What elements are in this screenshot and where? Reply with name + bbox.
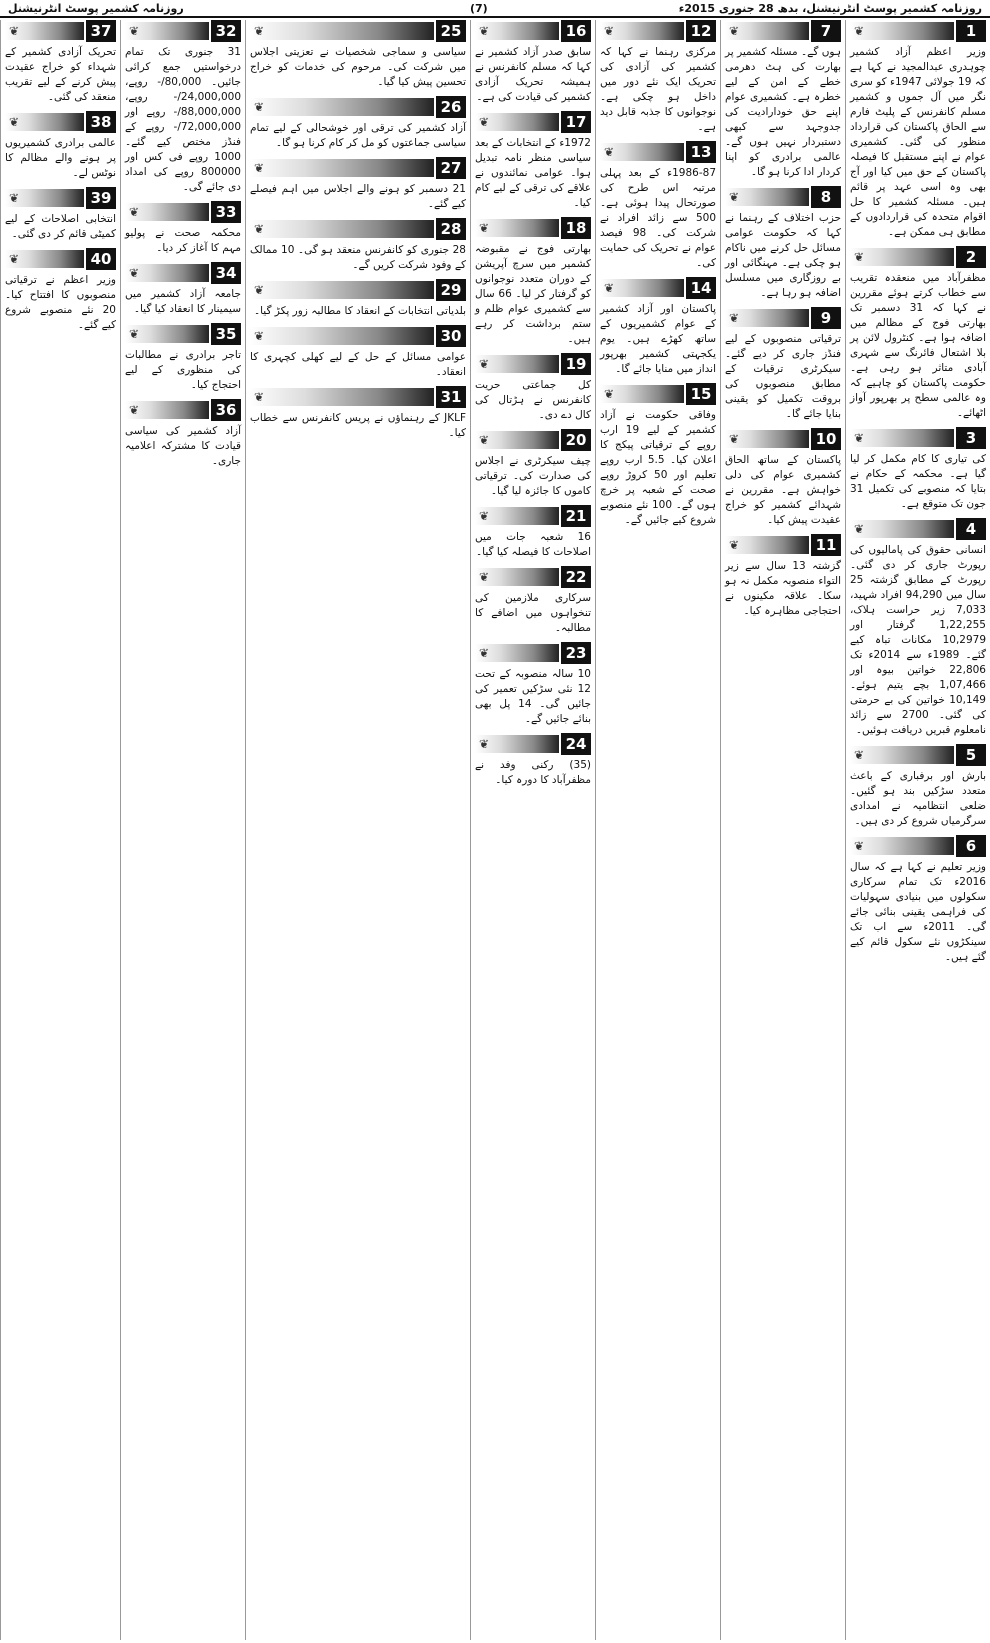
leaf-icon: ❦: [854, 748, 865, 762]
item-header: [125, 399, 241, 421]
item-header: [475, 733, 591, 755]
news-item: [250, 279, 466, 319]
item-header-bar: [850, 429, 954, 447]
leaf-icon: ❦: [729, 311, 740, 325]
news-item: [125, 323, 241, 393]
item-header-bar: [5, 189, 84, 207]
item-header-bar: [475, 355, 559, 373]
news-item: [250, 20, 466, 90]
leaf-icon: ❦: [9, 191, 20, 205]
item-header-bar: [5, 113, 84, 131]
news-item: [5, 111, 116, 181]
item-number-badge: 28: [436, 218, 466, 240]
item-body-text: انسانی حقوق کی پامالیوں کی رپورٹ جاری کر دی گئی۔ رپورٹ کے مطابق گزشتہ 25 سال میں 94,290 افراد شہید، 7,033 زیر حراست ہلاک، 1,22,255 گرفتار اور 10,2979 مکانات تباہ کیے گئے۔ 1989ء سے 2014ء تک 22,806 خواتین بیوہ اور 1,07,466 بچے یتیم ہوئے۔ 10,149 خواتین کی بے حرمتی کی گئی۔ 2700 سے زائد نامعلوم قبریں دریافت ہوئیں۔: [850, 544, 986, 736]
leaf-icon: ❦: [854, 24, 865, 38]
item-header: [850, 246, 986, 268]
news-item: [125, 20, 241, 195]
leaf-icon: ❦: [254, 24, 265, 38]
item-number-badge: 14: [686, 277, 716, 299]
item-header: [725, 307, 841, 329]
news-item: [850, 20, 986, 240]
leaf-icon: ❦: [604, 281, 615, 295]
item-body-text: مرکزی رہنما نے کہا کہ کشمیر کی آزادی کی تحریک ایک نئے دور میں داخل ہو چکی ہے۔ نوجوانوں کا جذبہ قابل دید ہے۔: [600, 46, 716, 133]
item-number-badge: 18: [561, 217, 591, 239]
item-header-bar: [250, 281, 434, 299]
item-number-badge: 15: [686, 383, 716, 405]
item-header: [250, 325, 466, 347]
news-item: [725, 534, 841, 619]
item-body-text: تحریک آزادی کشمیر کے شہداء کو خراج عقیدت پیش کرنے کے لیے تقریب منعقد کی گئی۔: [5, 46, 116, 103]
item-header-bar: [250, 22, 434, 40]
item-header: [475, 429, 591, 451]
item-number-badge: 25: [436, 20, 466, 42]
item-number-badge: 34: [211, 262, 241, 284]
item-body-text: 1986-87ء کے بعد پہلی مرتبہ اس طرح کی صورتحال پیدا ہوئی ہے۔ 500 سے زائد افراد نے شرکت کی۔ 98 فیصد عوام نے تحریک کی حمایت کی۔: [600, 167, 716, 269]
item-number-badge: 10: [811, 428, 841, 450]
news-item: [600, 383, 716, 528]
item-header: [250, 96, 466, 118]
item-header-bar: [475, 431, 559, 449]
news-item: [475, 733, 591, 788]
item-number-badge: 11: [811, 534, 841, 556]
item-body-text: وفاقی حکومت نے آزاد کشمیر کے لیے 19 ارب روپے کے ترقیاتی پیکج کا اعلان کیا۔ 5.5 ارب روپے تعلیم اور 50 کروڑ روپے صحت کے شعبہ پر خرچ ہوں گے۔ 100 نئے منصوبے شروع کیے جائیں گے۔: [600, 409, 717, 526]
item-body-text: عوامی مسائل کے حل کے لیے کھلی کچہری کا انعقاد۔: [250, 351, 466, 378]
item-header: [600, 277, 716, 299]
item-header-bar: [725, 22, 809, 40]
news-item: [5, 187, 116, 242]
item-number-badge: 5: [956, 744, 986, 766]
item-body-text: سرکاری ملازمین کی تنخواہوں میں اضافے کا مطالبہ۔: [475, 592, 591, 634]
item-number-badge: 39: [86, 187, 116, 209]
item-header: [475, 217, 591, 239]
item-body-text: سابق صدر آزاد کشمیر نے کہا کہ مسلم کانفرنس نے ہمیشہ تحریک آزادی کشمیر کی قیادت کی ہے۔: [475, 46, 591, 103]
leaf-icon: ❦: [479, 24, 490, 38]
item-number-badge: 33: [211, 201, 241, 223]
leaf-icon: ❦: [729, 24, 740, 38]
column-6: [120, 20, 245, 1640]
item-header: [725, 20, 841, 42]
news-item: [725, 307, 841, 422]
item-body-text: JKLF کے رہنماؤں نے پریس کانفرنس سے خطاب کیا۔: [250, 412, 466, 439]
news-item: [475, 642, 591, 727]
leaf-icon: ❦: [854, 250, 865, 264]
leaf-icon: ❦: [254, 222, 265, 236]
leaf-icon: ❦: [129, 266, 140, 280]
leaf-icon: ❦: [9, 24, 20, 38]
item-body-text: پاکستان کے ساتھ الحاق کشمیری عوام کی دلی خواہش ہے۔ مقررین نے شہدائے کشمیر کو خراج عقیدت پیش کیا۔: [725, 454, 841, 526]
item-number-badge: 29: [436, 279, 466, 301]
leaf-icon: ❦: [129, 327, 140, 341]
news-item: [250, 325, 466, 380]
item-body-text: بلدیاتی انتخابات کے انعقاد کا مطالبہ زور پکڑ گیا۔: [253, 305, 466, 317]
item-number-badge: 7: [811, 20, 841, 42]
item-header-bar: [850, 520, 954, 538]
item-header: [850, 518, 986, 540]
item-header-bar: [725, 430, 809, 448]
item-number-badge: 24: [561, 733, 591, 755]
item-header-bar: [250, 388, 434, 406]
leaf-icon: ❦: [729, 538, 740, 552]
item-header: [250, 279, 466, 301]
leaf-icon: ❦: [604, 387, 615, 401]
item-header-bar: [725, 536, 809, 554]
item-body-text: کل جماعتی حریت کانفرنس نے ہڑتال کی کال دے دی۔: [475, 379, 591, 421]
item-body-text: ہوں گے۔ مسئلہ کشمیر پر بھارت کی ہٹ دھرمی خطے کے امن کے لیے خطرہ ہے۔ کشمیری عوام اپنے حق خودارادیت کی جدوجہد سے کبھی دستبردار نہیں ہوں گے۔ عالمی برادری کو اپنا کردار ادا کرنا ہو گا۔: [725, 46, 841, 178]
leaf-icon: ❦: [9, 252, 20, 266]
news-item: [600, 20, 716, 135]
news-item: [475, 217, 591, 347]
leaf-icon: ❦: [479, 357, 490, 371]
item-number-badge: 40: [86, 248, 116, 270]
item-header: [250, 157, 466, 179]
item-number-badge: 3: [956, 427, 986, 449]
item-body-text: کی تیاری کا کام مکمل کر لیا گیا ہے۔ محکمہ کے حکام نے بتایا کہ منصوبے کی تکمیل 31 جون تک متوقع ہے۔: [850, 453, 986, 510]
leaf-icon: ❦: [479, 221, 490, 235]
item-header-bar: [125, 264, 209, 282]
item-header-bar: [475, 644, 559, 662]
leaf-icon: ❦: [479, 115, 490, 129]
item-header-bar: [600, 385, 684, 403]
item-header: [125, 201, 241, 223]
item-number-badge: 38: [86, 111, 116, 133]
item-header-bar: [725, 309, 809, 327]
item-number-badge: 2: [956, 246, 986, 268]
item-number-badge: 8: [811, 186, 841, 208]
item-header-bar: [475, 22, 559, 40]
item-body-text: 21 دسمبر کو ہونے والے اجلاس میں اہم فیصلے کیے گئے۔: [250, 183, 466, 210]
item-header: [5, 187, 116, 209]
item-header: [5, 111, 116, 133]
item-body-text: تاجر برادری نے مطالبات کی منظوری کے لیے احتجاج کیا۔: [125, 349, 241, 391]
news-item: [725, 186, 841, 301]
item-number-badge: 21: [561, 505, 591, 527]
item-header: [250, 218, 466, 240]
masthead-date: روزنامہ کشمیر پوسٹ انٹرنیشنل، بدھ 28 جنوری 2015ء: [678, 2, 982, 15]
item-header: [250, 386, 466, 408]
news-item: [5, 20, 116, 105]
item-header-bar: [725, 188, 809, 206]
news-item: [475, 566, 591, 636]
news-item: [600, 141, 716, 271]
item-number-badge: 31: [436, 386, 466, 408]
leaf-icon: ❦: [129, 403, 140, 417]
item-body-text: 10 سالہ منصوبہ کے تحت 12 نئی سڑکیں تعمیر کی جائیں گی۔ 14 پل بھی بنائے جائیں گے۔: [475, 668, 591, 725]
item-header-bar: [475, 735, 559, 753]
item-body-text: گزشتہ 13 سال سے زیر التواء منصوبہ مکمل نہ ہو سکا۔ علاقہ مکینوں نے احتجاجی مظاہرہ کیا۔: [725, 560, 841, 617]
item-number-badge: 22: [561, 566, 591, 588]
news-item: [725, 428, 841, 528]
item-header-bar: [475, 113, 559, 131]
leaf-icon: ❦: [854, 839, 865, 853]
leaf-icon: ❦: [129, 24, 140, 38]
leaf-icon: ❦: [479, 737, 490, 751]
news-item: [850, 518, 986, 738]
item-body-text: بھارتی فوج نے مقبوضہ کشمیر میں سرچ آپریشن کے دوران متعدد نوجوانوں کو گرفتار کر لیا۔ 66 سال سے کشمیری عوام ظلم و ستم برداشت کر رہے ہیں۔: [475, 243, 591, 345]
column-1: [845, 20, 990, 1640]
item-header-bar: [850, 248, 954, 266]
item-header-bar: [125, 325, 209, 343]
news-item: [475, 111, 591, 211]
column-3: [595, 20, 720, 1640]
item-body-text: 16 شعبہ جات میں اصلاحات کا فیصلہ کیا گیا۔: [475, 531, 591, 558]
column-4: [470, 20, 595, 1640]
item-header: [5, 248, 116, 270]
news-item: [475, 505, 591, 560]
masthead-left-title: روزنامہ کشمیر پوسٹ انٹرنیشنل: [8, 2, 184, 15]
news-item: [475, 353, 591, 423]
item-header-bar: [250, 327, 434, 345]
item-header: [600, 383, 716, 405]
item-number-badge: 1: [956, 20, 986, 42]
item-number-badge: 20: [561, 429, 591, 451]
news-item: [125, 201, 241, 256]
item-header: [850, 20, 986, 42]
item-header-bar: [125, 203, 209, 221]
item-header: [600, 20, 716, 42]
leaf-icon: ❦: [479, 570, 490, 584]
item-header: [250, 20, 466, 42]
item-header: [125, 262, 241, 284]
leaf-icon: ❦: [854, 522, 865, 536]
item-header: [475, 111, 591, 133]
leaf-icon: ❦: [729, 432, 740, 446]
leaf-icon: ❦: [604, 24, 615, 38]
item-body-text: آزاد کشمیر کی سیاسی قیادت کا مشترکہ اعلامیہ جاری۔: [125, 425, 241, 467]
news-item: [850, 427, 986, 512]
item-header: [475, 505, 591, 527]
item-body-text: 31 جنوری تک تمام درخواستیں جمع کرائی جائیں۔ 80,000/- روپے، 24,000,000/- روپے، 88,000,000/- روپے اور 72,000,000/- روپے کے فنڈز مختص کیے گئے۔ 1000 روپے فی کس اور 800000 روپے کی امداد دی جائے گی۔: [125, 46, 241, 193]
item-header: [725, 534, 841, 556]
news-item: [250, 218, 466, 273]
leaf-icon: ❦: [479, 433, 490, 447]
news-item: [725, 20, 841, 180]
item-number-badge: 32: [211, 20, 241, 42]
item-header: [850, 835, 986, 857]
item-body-text: چیف سیکرٹری نے اجلاس کی صدارت کی۔ ترقیاتی کاموں کا جائزہ لیا گیا۔: [475, 455, 591, 497]
item-header-bar: [125, 22, 209, 40]
item-body-text: (35) رکنی وفد نے مظفرآباد کا دورہ کیا۔: [475, 759, 591, 786]
item-body-text: وزیر تعلیم نے کہا ہے کہ سال 2016ء تک تمام سرکاری سکولوں میں بنیادی سہولیات کی فراہمی یقینی بنائی جائے گی۔ 2011ء سے اب تک سینکڑوں نئے سکول قائم کیے گئے ہیں۔: [850, 861, 986, 963]
item-header-bar: [5, 250, 84, 268]
column-7: [0, 20, 120, 1640]
news-item: [250, 96, 466, 151]
item-number-badge: 16: [561, 20, 591, 42]
item-header: [5, 20, 116, 42]
item-body-text: وزیر اعظم آزاد کشمیر چوہدری عبدالمجید نے کہا ہے کہ 19 جولائی 1947ء کو سری نگر میں آل جموں و کشمیر مسلم کانفرنس کے پلیٹ فارم سے الحاق پاکستان کی قرارداد منظور کی گئی۔ کشمیری عوام نے اپنے مستقبل کا فیصلہ پاکستان کے حق میں کیا اور آج بھی وہ اسی عہد پر قائم ہیں۔ مسئلہ کشمیر کا حل اقوام متحدہ کی قراردادوں کے مطابق ہی ممکن ہے۔: [850, 46, 986, 238]
item-header: [475, 353, 591, 375]
item-body-text: 28 جنوری کو کانفرنس منعقد ہو گی۔ 10 ممالک کے وفود شرکت کریں گے۔: [250, 244, 466, 271]
item-header-bar: [250, 159, 434, 177]
column-2: [720, 20, 845, 1640]
page-number: (7): [470, 2, 488, 15]
item-body-text: وزیر اعظم نے ترقیاتی منصوبوں کا افتتاح کیا۔ 20 نئے منصوبے شروع کیے گئے۔: [5, 274, 116, 331]
item-body-text: جامعہ آزاد کشمیر میں سیمینار کا انعقاد کیا گیا۔: [125, 288, 241, 315]
item-number-badge: 35: [211, 323, 241, 345]
item-body-text: پاکستان اور آزاد کشمیر کے عوام کشمیریوں کے ساتھ کھڑے ہیں۔ یوم یکجہتی کشمیر بھرپور انداز میں منایا جائے گا۔: [600, 303, 716, 375]
item-header-bar: [475, 219, 559, 237]
item-header-bar: [475, 507, 559, 525]
item-header-bar: [600, 279, 684, 297]
leaf-icon: ❦: [9, 115, 20, 129]
item-body-text: انتخابی اصلاحات کے لیے کمیٹی قائم کر دی گئی۔: [5, 213, 116, 240]
item-body-text: مظفرآباد میں منعقدہ تقریب سے خطاب کرتے ہوئے مقررین نے کہا کہ 31 دسمبر تک بھارتی فوج کے مظالم میں اضافہ ہوا ہے۔ کنٹرول لائن پر بلا اشتعال فائرنگ سے شہری آبادی متاثر ہو رہی ہے۔ حکومت پاکستان کو چاہیے کہ وہ عالمی سطح پر بھرپور آواز اٹھائے۔: [850, 272, 986, 419]
item-number-badge: 27: [436, 157, 466, 179]
item-body-text: ترقیاتی منصوبوں کے لیے فنڈز جاری کر دیے گئے۔ سیکرٹری ترقیات کے مطابق منصوبوں کی بروقت تکمیل کو یقینی بنایا جائے گا۔: [725, 333, 841, 420]
news-item: [850, 835, 986, 965]
item-number-badge: 23: [561, 642, 591, 664]
news-item: [125, 399, 241, 469]
item-body-text: سیاسی و سماجی شخصیات نے تعزیتی اجلاس میں شرکت کی۔ مرحوم کی خدمات کو خراج تحسین پیش کیا گیا۔: [250, 46, 466, 88]
leaf-icon: ❦: [479, 646, 490, 660]
leaf-icon: ❦: [854, 431, 865, 445]
leaf-icon: ❦: [729, 190, 740, 204]
item-header-bar: [850, 22, 954, 40]
item-number-badge: 6: [956, 835, 986, 857]
item-number-badge: 9: [811, 307, 841, 329]
item-header: [850, 744, 986, 766]
news-item: [600, 277, 716, 377]
news-item: [250, 157, 466, 212]
news-item: [125, 262, 241, 317]
item-number-badge: 4: [956, 518, 986, 540]
leaf-icon: ❦: [254, 390, 265, 404]
news-item: [250, 386, 466, 441]
item-header: [475, 566, 591, 588]
item-header: [475, 20, 591, 42]
item-header: [475, 642, 591, 664]
item-number-badge: 36: [211, 399, 241, 421]
item-header-bar: [600, 22, 684, 40]
item-body-text: آزاد کشمیر کی ترقی اور خوشحالی کے لیے تمام سیاسی جماعتوں کو مل کر کام کرنا ہو گا۔: [250, 122, 466, 149]
leaf-icon: ❦: [254, 161, 265, 175]
news-item: [475, 20, 591, 105]
item-header: [125, 20, 241, 42]
item-header-bar: [250, 220, 434, 238]
item-header: [725, 186, 841, 208]
item-body-text: بارش اور برفباری کے باعث متعدد سڑکیں بند ہو گئیں۔ ضلعی انتظامیہ نے امدادی سرگرمیاں شروع کر دی ہیں۔: [850, 770, 986, 827]
item-header: [725, 428, 841, 450]
item-body-text: 1972ء کے انتخابات کے بعد سیاسی منظر نامہ تبدیل ہوا۔ عوامی نمائندوں نے علاقے کی ترقی کے لیے کام کیا۔: [475, 137, 591, 209]
item-header-bar: [475, 568, 559, 586]
item-header-bar: [600, 143, 684, 161]
item-header-bar: [850, 837, 954, 855]
item-number-badge: 19: [561, 353, 591, 375]
item-header: [125, 323, 241, 345]
leaf-icon: ❦: [254, 100, 265, 114]
item-body-text: عالمی برادری کشمیریوں پر ہونے والے مظالم کا نوٹس لے۔: [5, 137, 116, 179]
item-number-badge: 17: [561, 111, 591, 133]
news-item: [850, 744, 986, 829]
news-item: [475, 429, 591, 499]
news-item: [850, 246, 986, 421]
item-number-badge: 13: [686, 141, 716, 163]
item-number-badge: 12: [686, 20, 716, 42]
news-item: [5, 248, 116, 333]
item-header: [850, 427, 986, 449]
item-number-badge: 37: [86, 20, 116, 42]
leaf-icon: ❦: [129, 205, 140, 219]
item-header-bar: [5, 22, 84, 40]
leaf-icon: ❦: [254, 329, 265, 343]
column-5: [245, 20, 470, 1640]
item-body-text: محکمہ صحت نے پولیو مہم کا آغاز کر دیا۔: [125, 227, 241, 254]
leaf-icon: ❦: [479, 509, 490, 523]
masthead: [0, 0, 990, 18]
leaf-icon: ❦: [604, 145, 615, 159]
item-number-badge: 26: [436, 96, 466, 118]
item-header: [600, 141, 716, 163]
item-header-bar: [850, 746, 954, 764]
item-number-badge: 30: [436, 325, 466, 347]
item-header-bar: [250, 98, 434, 116]
item-body-text: حزب اختلاف کے رہنما نے کہا کہ حکومت عوامی مسائل حل کرنے میں ناکام ہو چکی ہے۔ مہنگائی اور بے روزگاری میں مسلسل اضافہ ہو رہا ہے۔: [725, 212, 841, 299]
leaf-icon: ❦: [254, 283, 265, 297]
item-header-bar: [125, 401, 209, 419]
